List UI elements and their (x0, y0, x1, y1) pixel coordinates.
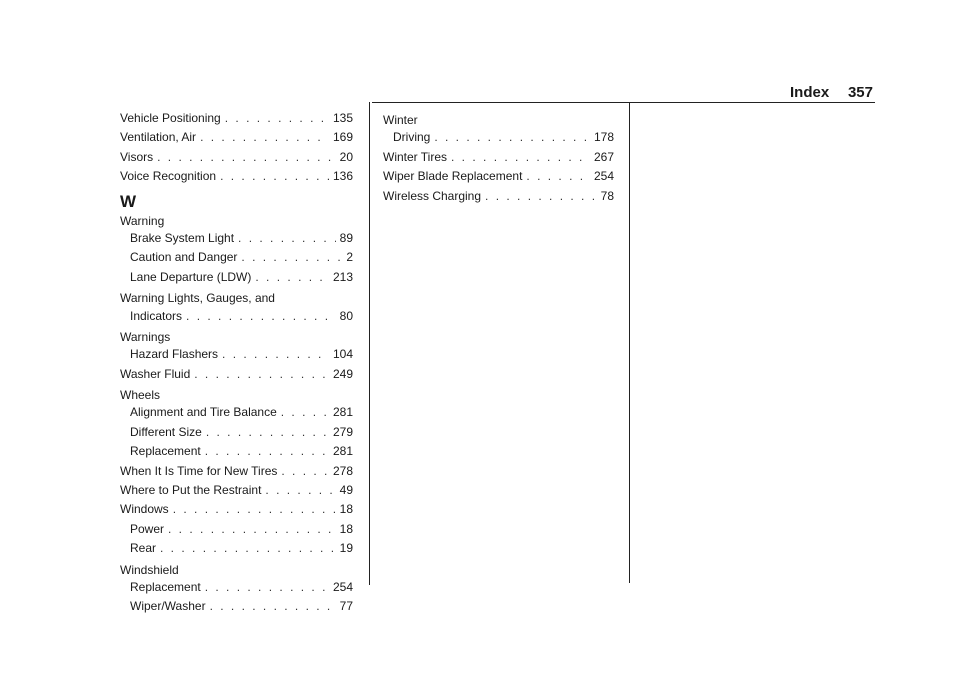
index-subentry[interactable]: Wiper/Washer . . . 77 (120, 599, 353, 618)
index-column-2 (383, 111, 614, 208)
column-divider (629, 102, 630, 583)
index-heading: Warning Lights, Gauges, and (120, 291, 275, 306)
index-entry[interactable]: Vehicle Positioning . . . 135 (120, 111, 353, 130)
index-heading: Warnings (120, 329, 171, 344)
index-heading: Warning (120, 213, 165, 228)
column-divider (369, 102, 370, 585)
index-subentry[interactable]: Brake System Light . . . 89 (120, 231, 353, 250)
page-header (760, 84, 875, 104)
index-subentry[interactable]: Lane Departure (LDW) . . . 213 (120, 270, 353, 289)
index-subentry[interactable]: Rear . . . 19 (120, 541, 353, 560)
index-entry[interactable]: Washer Fluid . . . 249 (120, 367, 353, 386)
index-heading: Wheels (120, 388, 161, 403)
index-entry[interactable]: Wiper Blade Replacement . . . 254 (383, 169, 614, 188)
index-entry[interactable]: Where to Put the Restraint . . . 49 (120, 483, 353, 502)
index-subentry[interactable]: Different Size . . . 279 (120, 425, 353, 444)
index-entry[interactable]: Voice Recognition . . . 136 (120, 169, 353, 188)
index-subentry[interactable]: Replacement . . . 254 (120, 580, 353, 599)
page-number: 357 (847, 84, 873, 101)
index-entry[interactable]: Visors . . . 20 (120, 150, 353, 169)
index-heading: Windshield (120, 562, 179, 577)
index-subentry[interactable]: Driving . . . 178 (383, 130, 614, 149)
index-entry[interactable]: Windows . . . 18 (120, 502, 353, 521)
index-column-1 (120, 111, 353, 619)
section-letter: W (120, 191, 137, 211)
index-entry[interactable]: When It Is Time for New Tires . . . 278 (120, 464, 353, 483)
index-subentry[interactable]: Indicators . . . 80 (120, 309, 353, 328)
index-subentry[interactable]: Replacement . . . 281 (120, 444, 353, 463)
index-subentry[interactable]: Alignment and Tire Balance . . . 281 (120, 405, 353, 424)
index-subentry[interactable]: Caution and Danger . . . 2 (120, 250, 353, 269)
header-rule (372, 102, 875, 103)
index-entry[interactable]: Winter Tires . . . 267 (383, 150, 614, 169)
index-subentry[interactable]: Power . . . 18 (120, 522, 353, 541)
index-title: Index (790, 84, 830, 101)
index-entry[interactable]: Ventilation, Air . . . 169 (120, 130, 353, 149)
index-subentry[interactable]: Hazard Flashers . . . 104 (120, 347, 353, 366)
index-entry[interactable]: Wireless Charging . . . 78 (383, 189, 614, 208)
index-heading: Winter (383, 113, 418, 127)
